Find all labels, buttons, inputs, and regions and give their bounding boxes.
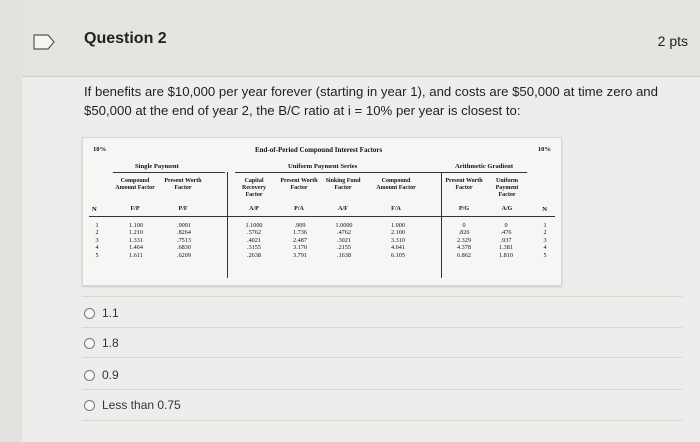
- col-symbol: A/P: [249, 206, 259, 212]
- group-arithmetic-gradient: Arithmetic Gradient: [455, 163, 514, 170]
- cell: 4.378: [457, 244, 471, 252]
- cell: 2.100: [391, 229, 405, 237]
- cell: .1638: [337, 251, 351, 259]
- cell: .2155: [337, 244, 351, 252]
- cell: 6.862: [457, 251, 471, 259]
- cell: 0: [462, 222, 466, 229]
- option-3[interactable]: [84, 368, 119, 382]
- cell: 2.329: [457, 236, 471, 244]
- cell: 1.0000: [335, 222, 353, 229]
- n-value: 3: [543, 236, 547, 244]
- col-symbol: A/F: [338, 206, 348, 212]
- cell: .4762: [337, 229, 351, 237]
- group-single-payment: Single Payment: [135, 163, 179, 170]
- n-value: 4: [95, 244, 99, 252]
- radio-button[interactable]: [84, 308, 95, 319]
- option-2[interactable]: [84, 336, 119, 350]
- table-title: End-of-Period Compound Interest Factors: [255, 146, 383, 154]
- question-points: 2 pts: [657, 33, 688, 49]
- n-header-right: N: [542, 206, 547, 213]
- option-label: 1.8: [102, 336, 119, 350]
- cell: .6209: [177, 251, 191, 259]
- option-4[interactable]: [84, 398, 181, 412]
- col-symbol: P/F: [178, 206, 188, 212]
- table-rate-left: 10%: [93, 146, 107, 153]
- question-title: Question 2: [84, 30, 167, 47]
- radio-button[interactable]: [84, 338, 95, 349]
- radio-button[interactable]: [84, 370, 95, 381]
- interest-factor-table: [82, 137, 562, 286]
- col-symbol: P/A: [294, 206, 304, 212]
- col-header: Sinking Fund Factor: [325, 178, 361, 191]
- col-header: Compound Amount Factor: [376, 178, 416, 191]
- table-rate-right: 10%: [537, 146, 551, 153]
- n-value: 4: [543, 244, 547, 252]
- cell: 1.464: [129, 244, 143, 252]
- cell: .3155: [247, 244, 261, 252]
- cell: 2.487: [293, 236, 307, 244]
- cell: 0: [504, 222, 508, 229]
- cell: .2638: [247, 251, 261, 259]
- cell: 1.331: [129, 236, 143, 244]
- cell: .826: [458, 229, 470, 237]
- col-header: Present Worth Factor: [164, 178, 202, 191]
- cell: .8264: [177, 229, 191, 237]
- question-text: If benefits are $10,000 per year forever (starting in year 1), and costs are $50,000 at time zero and $50,000 at the end of year 2, the B/C ratio at i = 10% per year is closest to:: [84, 84, 658, 118]
- col-header: Present Worth Factor: [280, 178, 318, 191]
- col-symbol: F/P: [130, 206, 140, 212]
- n-value: 1: [543, 222, 547, 229]
- cell: 6.105: [391, 251, 405, 259]
- col-header: Compound Amount Factor: [115, 178, 155, 191]
- cell: 3.310: [391, 236, 405, 244]
- cell: 3.791: [293, 251, 307, 259]
- col-symbol: F/A: [391, 206, 401, 212]
- left-strip: [0, 0, 22, 442]
- col-symbol: P/G: [459, 206, 469, 212]
- cell: .5762: [247, 229, 261, 237]
- cell: 1.100: [129, 222, 143, 229]
- option-label: 0.9: [102, 368, 119, 382]
- cell: .4021: [247, 236, 261, 244]
- cell: 1.810: [499, 251, 513, 259]
- cell: .909: [294, 222, 306, 229]
- cell: .7513: [177, 236, 191, 244]
- option-label: Less than 0.75: [102, 398, 181, 412]
- cell: .6830: [177, 244, 191, 252]
- bookmark-icon[interactable]: [33, 34, 55, 50]
- n-value: 5: [95, 251, 99, 259]
- cell: 1.611: [129, 251, 143, 259]
- n-header-left: N: [92, 206, 97, 213]
- n-value: 1: [95, 222, 99, 229]
- col-header: Capital Recovery Factor: [242, 178, 266, 198]
- n-value: 5: [543, 251, 547, 259]
- n-value: 2: [543, 229, 547, 237]
- cell: .9091: [177, 222, 191, 229]
- cell: 1.000: [391, 222, 405, 229]
- cell: 1.210: [129, 229, 143, 237]
- cell: .476: [500, 229, 512, 237]
- radio-button[interactable]: [84, 400, 95, 411]
- cell: 1.381: [499, 244, 513, 252]
- cell: 1.1000: [245, 222, 263, 229]
- cell: .3021: [337, 236, 351, 244]
- cell: .937: [500, 236, 512, 244]
- n-value: 3: [95, 236, 99, 244]
- col-header: Uniform Payment Factor: [495, 178, 519, 198]
- option-label: 1.1: [102, 306, 119, 320]
- option-1[interactable]: [84, 306, 119, 320]
- n-value: 2: [95, 229, 99, 237]
- cell: 1.736: [293, 229, 307, 237]
- cell: 3.170: [293, 244, 307, 252]
- group-uniform-series: Uniform Payment Series: [288, 163, 358, 170]
- cell: 4.641: [391, 244, 405, 252]
- col-header: Present Worth Factor: [445, 178, 483, 191]
- col-symbol: A/G: [501, 206, 513, 212]
